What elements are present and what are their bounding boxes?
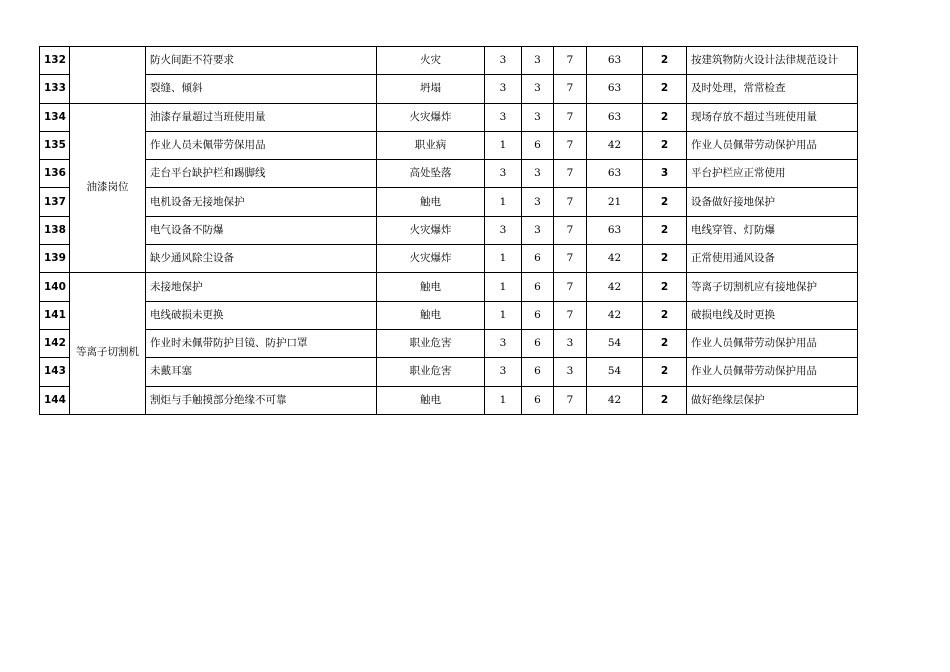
accident-type: 职业危害	[377, 329, 485, 357]
value-l: 1	[485, 188, 522, 216]
table-row	[40, 273, 858, 301]
control-measure: 及时处理，常常检查	[687, 75, 858, 103]
post-group-paint: 油漆岗位	[70, 103, 146, 273]
control-measure: 按建筑物防火设计法律规范设计	[687, 47, 858, 75]
row-number: 142	[40, 329, 70, 357]
control-measure: 破损电线及时更换	[687, 301, 858, 329]
value-l: 3	[485, 75, 522, 103]
accident-type: 火灾爆炸	[377, 103, 485, 131]
risk-level: 3	[643, 160, 687, 188]
accident-type: 触电	[377, 273, 485, 301]
table-row	[40, 160, 858, 188]
value-c: 7	[554, 47, 587, 75]
value-d: 42	[587, 273, 643, 301]
value-e: 3	[522, 103, 554, 131]
value-e: 3	[522, 160, 554, 188]
value-l: 1	[485, 301, 522, 329]
control-measure: 平台护栏应正常使用	[687, 160, 858, 188]
accident-type: 火灾爆炸	[377, 216, 485, 244]
value-e: 3	[522, 75, 554, 103]
table-row	[40, 329, 858, 357]
value-c: 3	[554, 329, 587, 357]
value-d: 54	[587, 329, 643, 357]
accident-type: 高处坠落	[377, 160, 485, 188]
hazard-description: 电线破损未更换	[146, 301, 377, 329]
value-c: 7	[554, 103, 587, 131]
risk-level: 2	[643, 245, 687, 273]
control-measure: 设备做好接地保护	[687, 188, 858, 216]
table-row	[40, 188, 858, 216]
value-e: 6	[522, 386, 554, 414]
value-l: 3	[485, 358, 522, 386]
row-number: 135	[40, 131, 70, 159]
value-c: 7	[554, 245, 587, 273]
value-d: 63	[587, 160, 643, 188]
value-l: 1	[485, 386, 522, 414]
row-number: 143	[40, 358, 70, 386]
hazard-description: 电气设备不防爆	[146, 216, 377, 244]
value-d: 63	[587, 103, 643, 131]
post-group-first	[70, 47, 146, 104]
risk-level: 2	[643, 188, 687, 216]
row-number: 139	[40, 245, 70, 273]
hazard-description: 电机设备无接地保护	[146, 188, 377, 216]
risk-level: 2	[643, 131, 687, 159]
table-row	[40, 301, 858, 329]
value-e: 6	[522, 329, 554, 357]
control-measure: 正常使用通风设备	[687, 245, 858, 273]
hazard-description: 油漆存量超过当班使用量	[146, 103, 377, 131]
row-number: 137	[40, 188, 70, 216]
value-l: 1	[485, 131, 522, 159]
value-l: 3	[485, 47, 522, 75]
accident-type: 职业危害	[377, 358, 485, 386]
value-d: 54	[587, 358, 643, 386]
row-number: 133	[40, 75, 70, 103]
risk-level: 2	[643, 216, 687, 244]
risk-level: 2	[643, 273, 687, 301]
row-number: 134	[40, 103, 70, 131]
risk-level: 2	[643, 103, 687, 131]
value-c: 7	[554, 273, 587, 301]
hazard-description: 作业人员未佩带劳保用品	[146, 131, 377, 159]
accident-type: 坍塌	[377, 75, 485, 103]
value-d: 42	[587, 245, 643, 273]
control-measure: 电线穿管、灯防爆	[687, 216, 858, 244]
accident-type: 职业病	[377, 131, 485, 159]
value-l: 1	[485, 273, 522, 301]
control-measure: 作业人员佩带劳动保护用品	[687, 131, 858, 159]
value-e: 3	[522, 216, 554, 244]
control-measure: 现场存放不超过当班使用量	[687, 103, 858, 131]
table-row	[40, 358, 858, 386]
accident-type: 火灾	[377, 47, 485, 75]
control-measure: 做好绝缘层保护	[687, 386, 858, 414]
value-e: 6	[522, 273, 554, 301]
table-row	[40, 131, 858, 159]
value-c: 7	[554, 216, 587, 244]
value-l: 3	[485, 103, 522, 131]
value-c: 7	[554, 160, 587, 188]
risk-level: 2	[643, 386, 687, 414]
value-c: 7	[554, 301, 587, 329]
table-body	[40, 47, 858, 415]
value-d: 42	[587, 386, 643, 414]
value-c: 7	[554, 75, 587, 103]
value-d: 63	[587, 216, 643, 244]
value-e: 3	[522, 47, 554, 75]
control-measure: 作业人员佩带劳动保护用品	[687, 329, 858, 357]
value-e: 6	[522, 245, 554, 273]
value-l: 3	[485, 160, 522, 188]
risk-level: 2	[643, 358, 687, 386]
table-row	[40, 75, 858, 103]
value-c: 3	[554, 358, 587, 386]
risk-level: 2	[643, 47, 687, 75]
table-row	[40, 386, 858, 414]
risk-level: 2	[643, 75, 687, 103]
hazard-description: 防火间距不符要求	[146, 47, 377, 75]
hazard-description: 缺少通风除尘设备	[146, 245, 377, 273]
hazard-description: 割炬与手触摸部分绝缘不可靠	[146, 386, 377, 414]
row-number: 138	[40, 216, 70, 244]
table-row	[40, 216, 858, 244]
row-number: 132	[40, 47, 70, 75]
row-number: 140	[40, 273, 70, 301]
value-e: 6	[522, 301, 554, 329]
hazard-description: 裂缝、倾斜	[146, 75, 377, 103]
accident-type: 火灾爆炸	[377, 245, 485, 273]
value-e: 3	[522, 188, 554, 216]
value-c: 7	[554, 131, 587, 159]
row-number: 136	[40, 160, 70, 188]
hazard-description: 作业时未佩带防护目镜、防护口罩	[146, 329, 377, 357]
value-d: 21	[587, 188, 643, 216]
row-number: 141	[40, 301, 70, 329]
value-e: 6	[522, 131, 554, 159]
value-c: 7	[554, 188, 587, 216]
hazard-description: 未戴耳塞	[146, 358, 377, 386]
accident-type: 触电	[377, 188, 485, 216]
value-l: 1	[485, 245, 522, 273]
table-row	[40, 245, 858, 273]
risk-level: 2	[643, 301, 687, 329]
risk-assessment-table	[39, 46, 858, 415]
value-d: 42	[587, 131, 643, 159]
value-c: 7	[554, 386, 587, 414]
value-d: 63	[587, 47, 643, 75]
table-row	[40, 103, 858, 131]
value-d: 42	[587, 301, 643, 329]
row-number: 144	[40, 386, 70, 414]
value-e: 6	[522, 358, 554, 386]
control-measure: 等离子切割机应有接地保护	[687, 273, 858, 301]
post-group-plasma: 等离子切割机	[70, 273, 146, 414]
accident-type: 触电	[377, 301, 485, 329]
table-row	[40, 47, 858, 75]
hazard-description: 走台平台缺护栏和踢脚线	[146, 160, 377, 188]
control-measure: 作业人员佩带劳动保护用品	[687, 358, 858, 386]
accident-type: 触电	[377, 386, 485, 414]
risk-level: 2	[643, 329, 687, 357]
value-d: 63	[587, 75, 643, 103]
value-l: 3	[485, 329, 522, 357]
hazard-description: 未接地保护	[146, 273, 377, 301]
value-l: 3	[485, 216, 522, 244]
